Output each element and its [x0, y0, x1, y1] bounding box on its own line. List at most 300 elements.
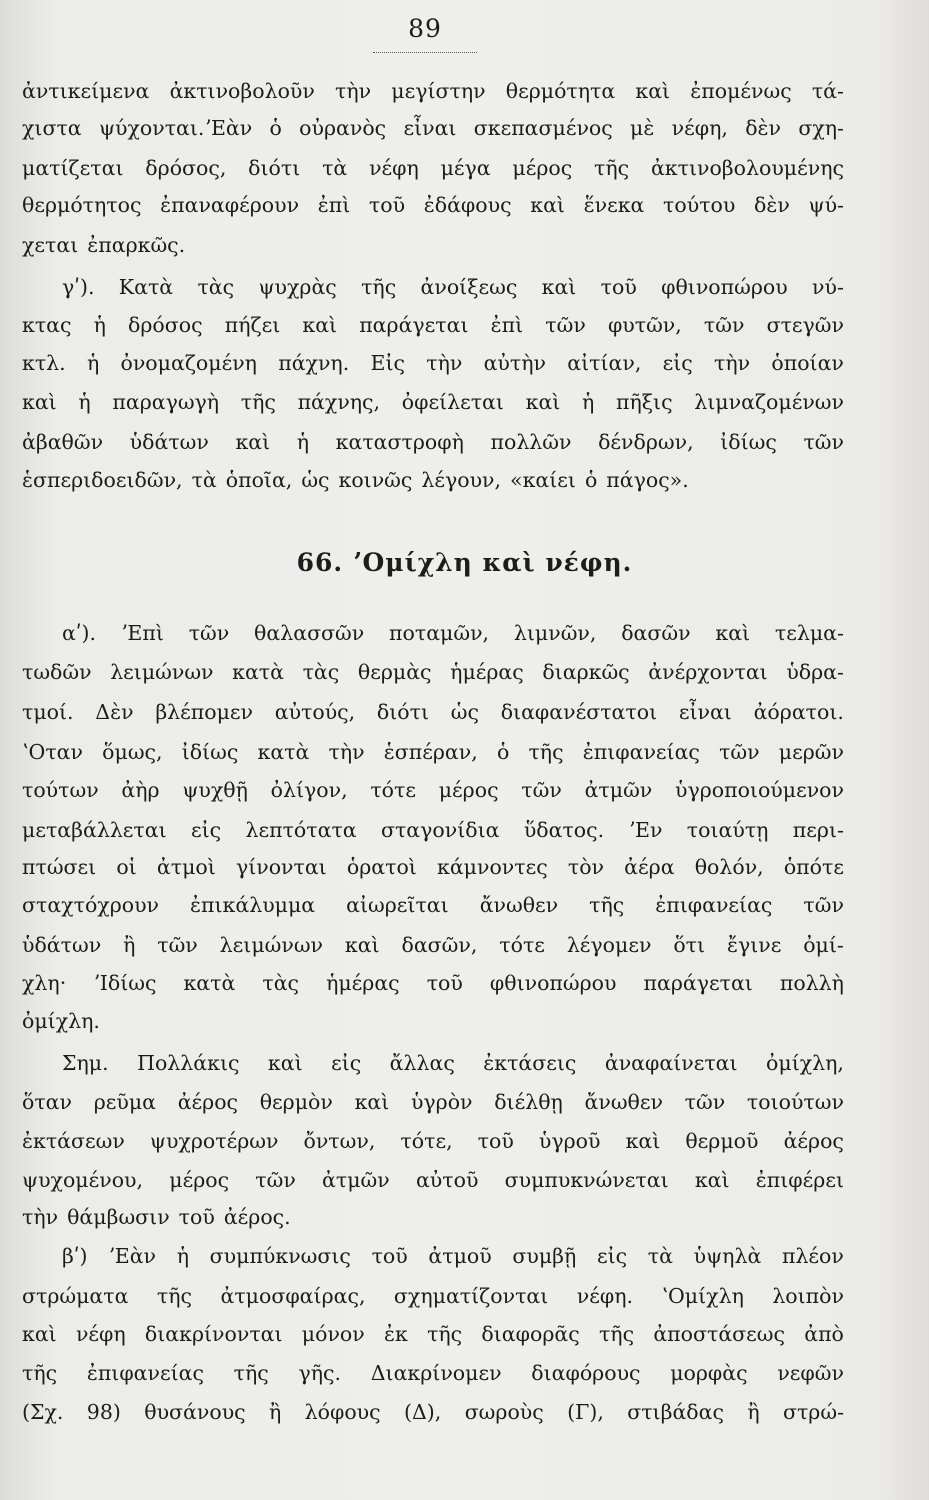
word: τοῦ [426, 971, 463, 995]
word: τὰ [191, 468, 217, 492]
word: ἑσπέραν, [383, 740, 478, 764]
word: λειμώνων [219, 933, 324, 957]
word: 98) [86, 1400, 121, 1424]
word: ἡμέρας [450, 660, 524, 684]
word: ματίζεται [22, 156, 124, 180]
word: τὰς [302, 660, 340, 684]
word: ʼΕὰν [108, 1244, 157, 1268]
word: μεγίστην [391, 79, 486, 103]
word: τοῦ [477, 1129, 514, 1153]
word: πολλὴ [779, 971, 844, 995]
word: θερμότητα [505, 79, 616, 103]
word: τῶν [803, 430, 844, 454]
word: τότε [370, 778, 416, 802]
word: ὁρατοὶ [346, 855, 417, 879]
word: μερῶν [778, 740, 844, 764]
word: κατὰ [257, 740, 310, 764]
word: ἀέρα [624, 855, 675, 879]
word: ἀνοίξεως [420, 275, 518, 299]
word: τοιαύτῃ [686, 818, 769, 842]
word: τούτων [22, 778, 99, 802]
word: ἐπαρκῶς. [87, 233, 186, 257]
word: ὅμως, [102, 740, 163, 764]
page-number: 89 [408, 14, 442, 43]
word: στεγῶν [766, 313, 844, 337]
text-line [22, 190, 844, 220]
word: τότε [499, 933, 545, 957]
text-line [22, 153, 844, 183]
word: λιμναζομένων [694, 390, 844, 414]
text-line [62, 1048, 844, 1078]
word: κτλ. [22, 351, 66, 375]
word: ψύ- [808, 193, 844, 217]
word: μέρος [169, 1168, 230, 1192]
word: ὑδρα- [786, 660, 844, 684]
word: ʼΙδίως [93, 971, 157, 995]
word: φθινοπώρου [661, 275, 788, 299]
word: μόνον [301, 1322, 365, 1346]
word: σωροὺς [464, 1400, 544, 1424]
word: ἡ [582, 390, 595, 414]
word: ὡς [450, 700, 479, 724]
word: νέφη. [576, 1284, 634, 1308]
word: νεφῶν [777, 1361, 844, 1385]
word: διαρκῶς [542, 660, 630, 684]
word: ποταμῶν, [389, 621, 490, 645]
word: πολλῶν [490, 430, 572, 454]
word: χλη· [22, 971, 67, 995]
word: κατὰ [232, 660, 284, 684]
word: ἡμέρας [326, 971, 400, 995]
word: ὀμί- [803, 933, 844, 957]
word: παραγωγὴ [112, 390, 220, 414]
word: λοιπὸν [772, 1284, 844, 1308]
word: ʽΟμίχλη [661, 1284, 744, 1308]
word: (Γ), [567, 1400, 604, 1424]
word: νέφη, [671, 116, 728, 140]
word: τῶν [188, 621, 230, 645]
word: ψυχθῇ [182, 778, 248, 802]
word: συμπυκνώνεται [504, 1168, 669, 1192]
word: συμβῇ [512, 1244, 577, 1268]
text-line [22, 387, 844, 417]
text-line [22, 465, 844, 495]
text-line [22, 1165, 844, 1195]
word: τῆς [361, 275, 397, 299]
word: φυτῶν, [607, 313, 682, 337]
word: ὕδατος. [523, 818, 605, 842]
word: ἄλλας [389, 1051, 455, 1075]
word: (Δ), [404, 1400, 442, 1424]
word: παράγεται [359, 313, 469, 337]
word: αἰτίαν, [567, 351, 642, 375]
word: ὁ [584, 468, 598, 492]
word: ἀτμοῦ [428, 1244, 492, 1268]
word: οἱ [116, 855, 137, 879]
word: τοῦ [600, 275, 637, 299]
word: θαλασσῶν [254, 621, 365, 645]
word: λιμνῶν, [513, 621, 597, 645]
word: ἀέρος [177, 1090, 239, 1114]
word: πάχνη. [278, 351, 350, 375]
text-line [22, 737, 844, 767]
word: θερμοῦ [685, 1129, 759, 1153]
word: μὲ [630, 116, 655, 140]
word: ὑδάτων [22, 933, 102, 957]
word: νέφη [75, 1322, 126, 1346]
word: ἀναφαίνεται [604, 1051, 738, 1075]
word: στρώ- [782, 1400, 844, 1424]
word: (Σχ. [22, 1400, 64, 1424]
word: αὐτούς, [274, 700, 356, 724]
word: ἐκ [383, 1322, 408, 1346]
word: καὶ [302, 313, 338, 337]
word: τοῦ [371, 1244, 408, 1268]
word: θερμότητος [22, 193, 142, 217]
word: εἰς [596, 1244, 628, 1268]
word: ἐπομένως [690, 79, 792, 103]
word: λόφους [304, 1400, 381, 1424]
word: τῆς [156, 1284, 193, 1308]
word: τῆς [594, 156, 630, 180]
text-line [22, 230, 844, 260]
word: ὀμίχλη, [766, 1051, 844, 1075]
word: δασῶν, [401, 933, 478, 957]
word: καὶ [694, 1168, 730, 1192]
word: βʹ) [62, 1244, 88, 1268]
word: καὶ [530, 193, 565, 217]
word: ἐκτάσεων [22, 1129, 125, 1153]
word: θερμὰς [357, 660, 432, 684]
word: τὰ [647, 1244, 673, 1268]
word: θυσάνους [144, 1400, 246, 1424]
word: ἄνωθεν [584, 1090, 663, 1114]
word: ὀμίχλη. [22, 1009, 100, 1033]
word: καὶ [22, 1322, 57, 1346]
word: ὁποῖα, [225, 468, 293, 492]
word: ἄνωθεν [479, 893, 559, 917]
word: τῆς [22, 1361, 58, 1385]
word: δένδρων, [598, 430, 694, 454]
word: σκεπασμένος [473, 116, 613, 140]
word: τοῦ [368, 193, 406, 217]
text-line [22, 1397, 844, 1427]
word: ὀλίγον, [270, 778, 348, 802]
word: αὐτοῦ [415, 1168, 479, 1192]
word: διέλθῃ [494, 1090, 563, 1114]
word: χεται [22, 233, 79, 257]
word: ἀτμοσφαίρας, [220, 1284, 366, 1308]
word: χιστα [22, 116, 82, 140]
word: Εἰς [370, 351, 405, 375]
word: ἡ [93, 313, 106, 337]
word: τὰς [197, 275, 235, 299]
text-line [22, 1281, 844, 1311]
word: γʹ). [62, 275, 95, 299]
word: ʼΕπὶ [120, 621, 164, 645]
word: γίνονται [235, 855, 327, 879]
word: καὶ [625, 1129, 661, 1153]
word: σταγονίδια [380, 818, 500, 842]
word: δὲν [754, 193, 790, 217]
word: διαφανέστατοι [500, 700, 658, 724]
word: τῆς [240, 390, 276, 414]
word: ἐδάφους [423, 193, 512, 217]
word: τωδῶν [22, 660, 92, 684]
word: τοῦ [178, 1205, 215, 1229]
word: ὁπότε [783, 855, 844, 879]
word: ἐπὶ [317, 193, 351, 217]
word: τὰ [322, 156, 348, 180]
text-line [22, 968, 844, 998]
word: ὀνομαζομένη [120, 351, 257, 375]
word: ψυχομένου, [22, 1168, 144, 1192]
word: τῶν [684, 1090, 726, 1114]
word: ἐπιφανείας [655, 893, 773, 917]
word: Πολλάκις [137, 1051, 240, 1075]
word: πτώσει [22, 855, 97, 879]
word: τὴν [22, 1205, 59, 1229]
text-line [62, 618, 844, 648]
word: καταστροφὴ [335, 430, 464, 454]
text-line [22, 1126, 844, 1156]
word: τῶν [521, 778, 562, 802]
word: ἐπὶ [490, 313, 524, 337]
word: κτας [22, 313, 72, 337]
text-line [22, 657, 844, 687]
text-line [22, 697, 844, 727]
word: ἐπιφέρει [755, 1168, 844, 1192]
text-line [22, 1202, 844, 1232]
word: διαφορᾶς [481, 1322, 580, 1346]
word: καὶ [344, 933, 380, 957]
page-number-rule [373, 52, 477, 53]
word: ἢ [747, 1400, 760, 1424]
section-heading: 66. ʼΟμίχλη καὶ νέφη. [296, 548, 633, 577]
word: μέρος [438, 778, 499, 802]
text-line [22, 427, 844, 457]
word: αὐτὴν [483, 351, 546, 375]
word: ἀόρατοι. [753, 700, 844, 724]
word: ἀπὸ [804, 1322, 844, 1346]
word: ἢ [269, 1400, 282, 1424]
word: ʼΕν [628, 818, 663, 842]
word: ἀὴρ [121, 778, 160, 802]
word: ἡ [176, 1244, 189, 1268]
word: ἐκτάσεις [483, 1051, 577, 1075]
word: εἶναι [403, 116, 457, 140]
word: μέγα [440, 156, 491, 180]
word: λέγομεν [566, 933, 652, 957]
word: τῆς [589, 893, 625, 917]
word: ἰδίως [720, 430, 777, 454]
word: κατὰ [183, 971, 236, 995]
word: ἑσπεριδοειδῶν, [22, 468, 183, 492]
word: καὶ [354, 1090, 390, 1114]
word: δασῶν [621, 621, 691, 645]
word: εἰς [191, 818, 222, 842]
word: τῶν [703, 313, 745, 337]
word: καὶ [525, 390, 561, 414]
word: τούτου [663, 193, 736, 217]
word: λεπτότατα [245, 818, 357, 842]
word: ὀφείλεται [401, 390, 504, 414]
word: ἀκτινοβολουμένης [650, 156, 844, 180]
word: ἀποστάσεως [653, 1322, 785, 1346]
word: τὸν [567, 855, 605, 879]
word: τὴν [328, 740, 365, 764]
word: λέγουν, [421, 468, 502, 492]
word: ἐπιφανείας [582, 740, 700, 764]
word: πάγος». [606, 468, 689, 492]
word: ὅτι [673, 933, 706, 957]
word: καὶ [635, 79, 671, 103]
word: δὲν [745, 116, 782, 140]
text-line [22, 348, 844, 378]
word: ἔγινε [726, 933, 782, 957]
word: ἡ [86, 351, 100, 375]
word: καὶ [541, 275, 577, 299]
word: ὅταν [22, 1090, 72, 1114]
word: σχη- [798, 116, 844, 140]
word: διακρίνονται [144, 1322, 283, 1346]
word: τοιούτων [746, 1090, 844, 1114]
word: πάχνης, [297, 390, 381, 414]
text-line [22, 1087, 844, 1117]
word: διότι [248, 156, 301, 180]
word: συμπύκνωσις [209, 1244, 351, 1268]
word: θερμὸν [259, 1090, 333, 1114]
word: ἡ [296, 430, 310, 454]
text-line [22, 775, 844, 805]
word: ἀέρος. [223, 1205, 291, 1229]
word: τῶν [255, 1168, 296, 1192]
word: τῶν [803, 893, 844, 917]
word: ἀβαθῶν [22, 430, 104, 454]
word: ὑδάτων [129, 430, 209, 454]
word: καὶ [22, 390, 57, 414]
word: πήζει [224, 313, 281, 337]
word: ὑψηλὰ [693, 1244, 762, 1268]
text-line [22, 113, 844, 143]
word: τῆς [528, 740, 564, 764]
word: ὑγροῦ [538, 1129, 601, 1153]
text-line [22, 76, 844, 106]
word: τῶν [545, 313, 586, 337]
word: ἀτμῶν [322, 1168, 390, 1192]
word: Κατὰ [118, 275, 174, 299]
word: ἀτμῶν [584, 778, 653, 802]
word: ρεῦμα [93, 1090, 156, 1114]
word: δρόσος, [145, 156, 227, 180]
word: δρόσος [128, 313, 203, 337]
word: τμοί. [22, 700, 74, 724]
word: λειμώνων [110, 660, 214, 684]
word: περι- [792, 818, 844, 842]
word: ἀτμοὶ [156, 855, 216, 879]
word: καὶ [267, 1051, 303, 1075]
word: ψύχονται.ʼΕὰν [98, 116, 253, 140]
word: καὶ [235, 430, 271, 454]
text-line [22, 1319, 844, 1349]
text-line [22, 1358, 844, 1388]
word: βλέπομεν [155, 700, 253, 724]
word: ἐπιφανείας [86, 1361, 204, 1385]
word: μεταβάλλεται [22, 818, 167, 842]
word: εἰς [331, 1051, 362, 1075]
word: κοινῶς [338, 468, 413, 492]
word: μορφὰς [670, 1361, 748, 1385]
text-line [22, 310, 844, 340]
word: ἀέρος [783, 1129, 844, 1153]
word: ὑγρὸν [410, 1090, 473, 1114]
word: ψυχροτέρων [149, 1129, 279, 1153]
word: καὶ [715, 621, 751, 645]
word: στρώματα [22, 1284, 129, 1308]
word: φθινοπώρου [489, 971, 617, 995]
word: ἀκτινοβολοῦν [169, 79, 315, 103]
word: τὰς [262, 971, 300, 995]
word: ἢ [123, 933, 136, 957]
word: αἰωρεῖται [346, 893, 449, 917]
word: τῆς [427, 1322, 463, 1346]
word: ὡς [301, 468, 330, 492]
word: Διακρίνομεν [370, 1361, 502, 1385]
word: σταχτόχρουν [22, 893, 160, 917]
word: οὐρανὸς [299, 116, 387, 140]
word: τά- [811, 79, 844, 103]
word: τελμα- [774, 621, 844, 645]
word: νέφη [369, 156, 419, 180]
word: θολόν, [694, 855, 764, 879]
word: ʽΟταν [22, 740, 83, 764]
word: πλέον [781, 1244, 844, 1268]
word: διότι [376, 700, 430, 724]
text-line [62, 1241, 844, 1271]
word: ἀντικείμενα [22, 79, 150, 103]
word: ὁ [269, 116, 282, 140]
word: ἰδίως [181, 740, 239, 764]
word: στιβάδας [627, 1400, 724, 1424]
word: αʹ). [62, 621, 97, 645]
word: ὑγροποιούμενον [674, 778, 844, 802]
word: ἐπαναφέρουν [160, 193, 300, 217]
text-line [22, 930, 844, 960]
word: Σημ. [62, 1051, 109, 1075]
word: τῆς [598, 1322, 635, 1346]
word: τῶν [157, 933, 198, 957]
word: γῆς. [298, 1361, 342, 1385]
word: τῆς [233, 1361, 269, 1385]
word: κάμνοντες [437, 855, 548, 879]
word: θάμβωσιν [67, 1205, 170, 1229]
word: τὴν [335, 79, 372, 103]
word: πῆξις [616, 390, 673, 414]
text-line [22, 1006, 844, 1036]
word: ὁ [496, 740, 510, 764]
word: ὄντων, [303, 1129, 376, 1153]
word: Δὲν [95, 700, 134, 724]
word: τῶν [719, 740, 760, 764]
word: σχηματίζονται [393, 1284, 549, 1308]
word: ἐπικάλυμμα [190, 893, 316, 917]
word: ἕνεκα [583, 193, 645, 217]
text-line [62, 272, 844, 302]
word: εἶναι [678, 700, 732, 724]
word: ἡ [78, 390, 91, 414]
word: εἰς [662, 351, 693, 375]
word: ὁποίαν [771, 351, 844, 375]
